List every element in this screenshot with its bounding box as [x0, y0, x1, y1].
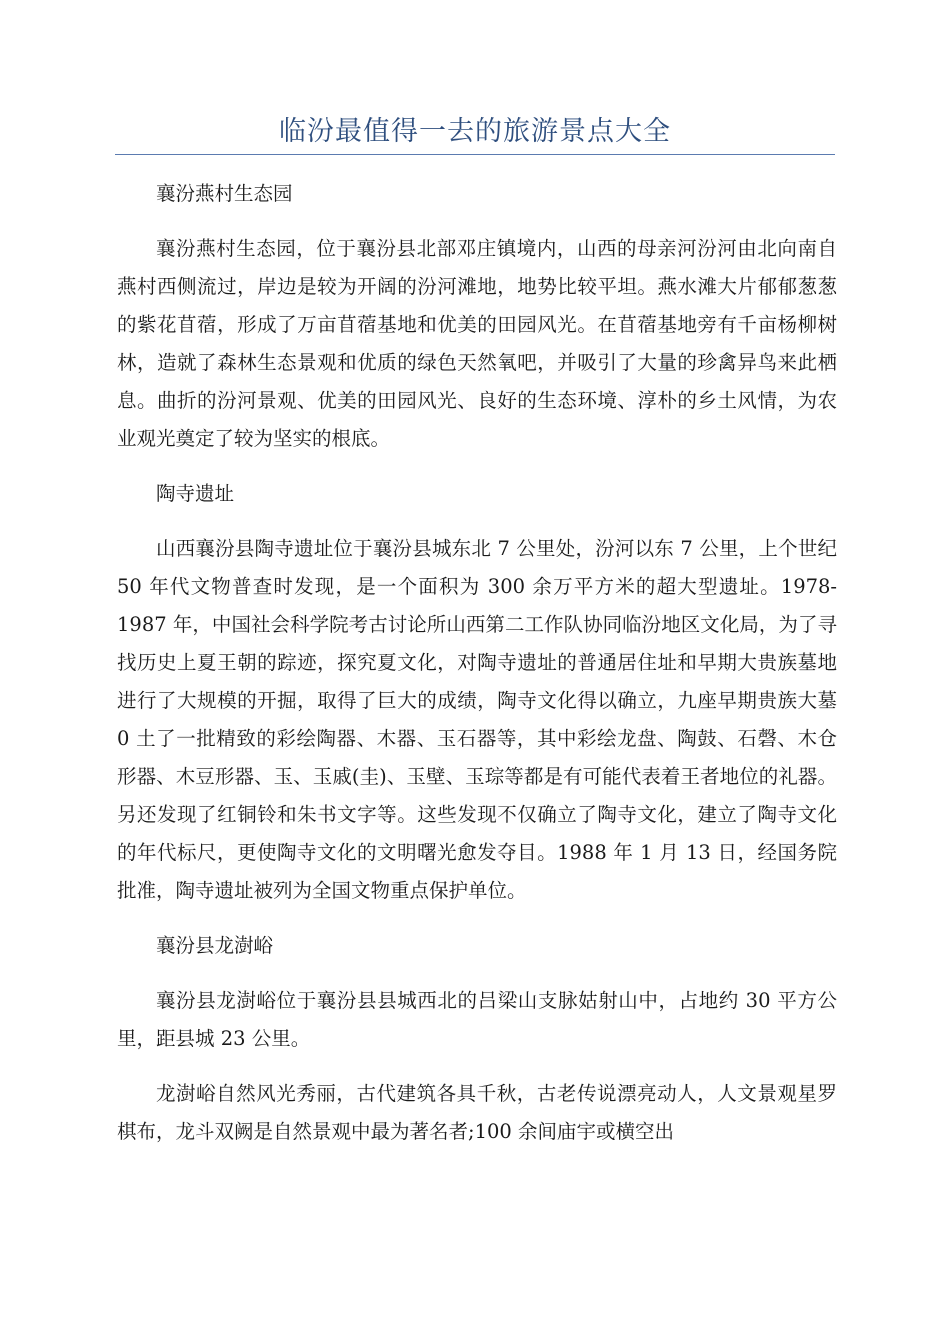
section-paragraph: 龙澍峪自然风光秀丽，古代建筑各具千秋，古老传说漂亮动人，人文景观星罗棋布，龙斗双阙是自然景观中最为著名者;100 余间庙宇或横空出 — [117, 1082, 837, 1143]
section-longshuyu — [117, 927, 837, 1151]
section-paragraph: 襄汾县龙澍峪位于襄汾县县城西北的吕梁山支脉姑射山中，占地约 30 平方公里，距县城 23 公里。 — [117, 989, 837, 1050]
section-heading: 襄汾燕村生态园 — [156, 182, 293, 205]
section-paragraph: 襄汾燕村生态园，位于襄汾县北部邓庄镇境内，山西的母亲河汾河由北向南自燕村西侧流过，岸边是较为开阔的汾河滩地，地势比较平坦。燕水滩大片郁郁葱葱的紫花苜蓿，形成了万亩苜蓿基地和优美的田园风光。在苜蓿基地旁有千亩杨柳树林，造就了森林生态景观和优质的绿色天然氧吧，并吸引了大量的珍禽异鸟来此栖息。曲折的汾河景观、优美的田园风光、良好的生态环境、淳朴的乡土风情，为农业观光奠定了较为坚实的根底。 — [117, 237, 837, 450]
section-heading: 襄汾县龙澍峪 — [156, 934, 274, 957]
title-underline — [115, 154, 835, 155]
document-title: 临汾最值得一去的旅游景点大全 — [279, 116, 671, 147]
section-heading: 陶寺遗址 — [156, 482, 235, 505]
section-taosi — [117, 475, 837, 910]
section-paragraph: 山西襄汾县陶寺遗址位于襄汾县城东北 7 公里处，汾河以东 7 公里，上个世纪 50 年代文物普查时发现，是一个面积为 300 余万平方米的超大型遗址。1978-1987 年，中国社会科学院考古讨论所山西第二工作队协同临汾地区文化局，为了寻找历史上夏王朝的踪迹，探究夏文化，对陶寺遗址的普通居住址和早期大贵族墓地进行了大规模的开掘，取得了巨大的成绩，陶寺文化得以确立，九座早期贵族大墓 0 土了一批精致的彩绘陶器、木器、玉石器等，其中彩绘龙盘、陶鼓、石磬、木仓形器、木豆形器、玉、玉戚(圭)、玉壁、玉琮等都是有可能代表着王者地位的礼器。另还发现了红铜铃和朱书文字等。这些发现不仅确立了陶寺文化，建立了陶寺文化的年代标尺，更使陶寺文化的文明曙光愈发夺目。1988 年 1 月 13 日，经国务院批准，陶寺遗址被列为全国文物重点保护单位。 — [117, 537, 837, 902]
section-yancun — [117, 175, 837, 458]
document-body — [117, 175, 837, 1168]
